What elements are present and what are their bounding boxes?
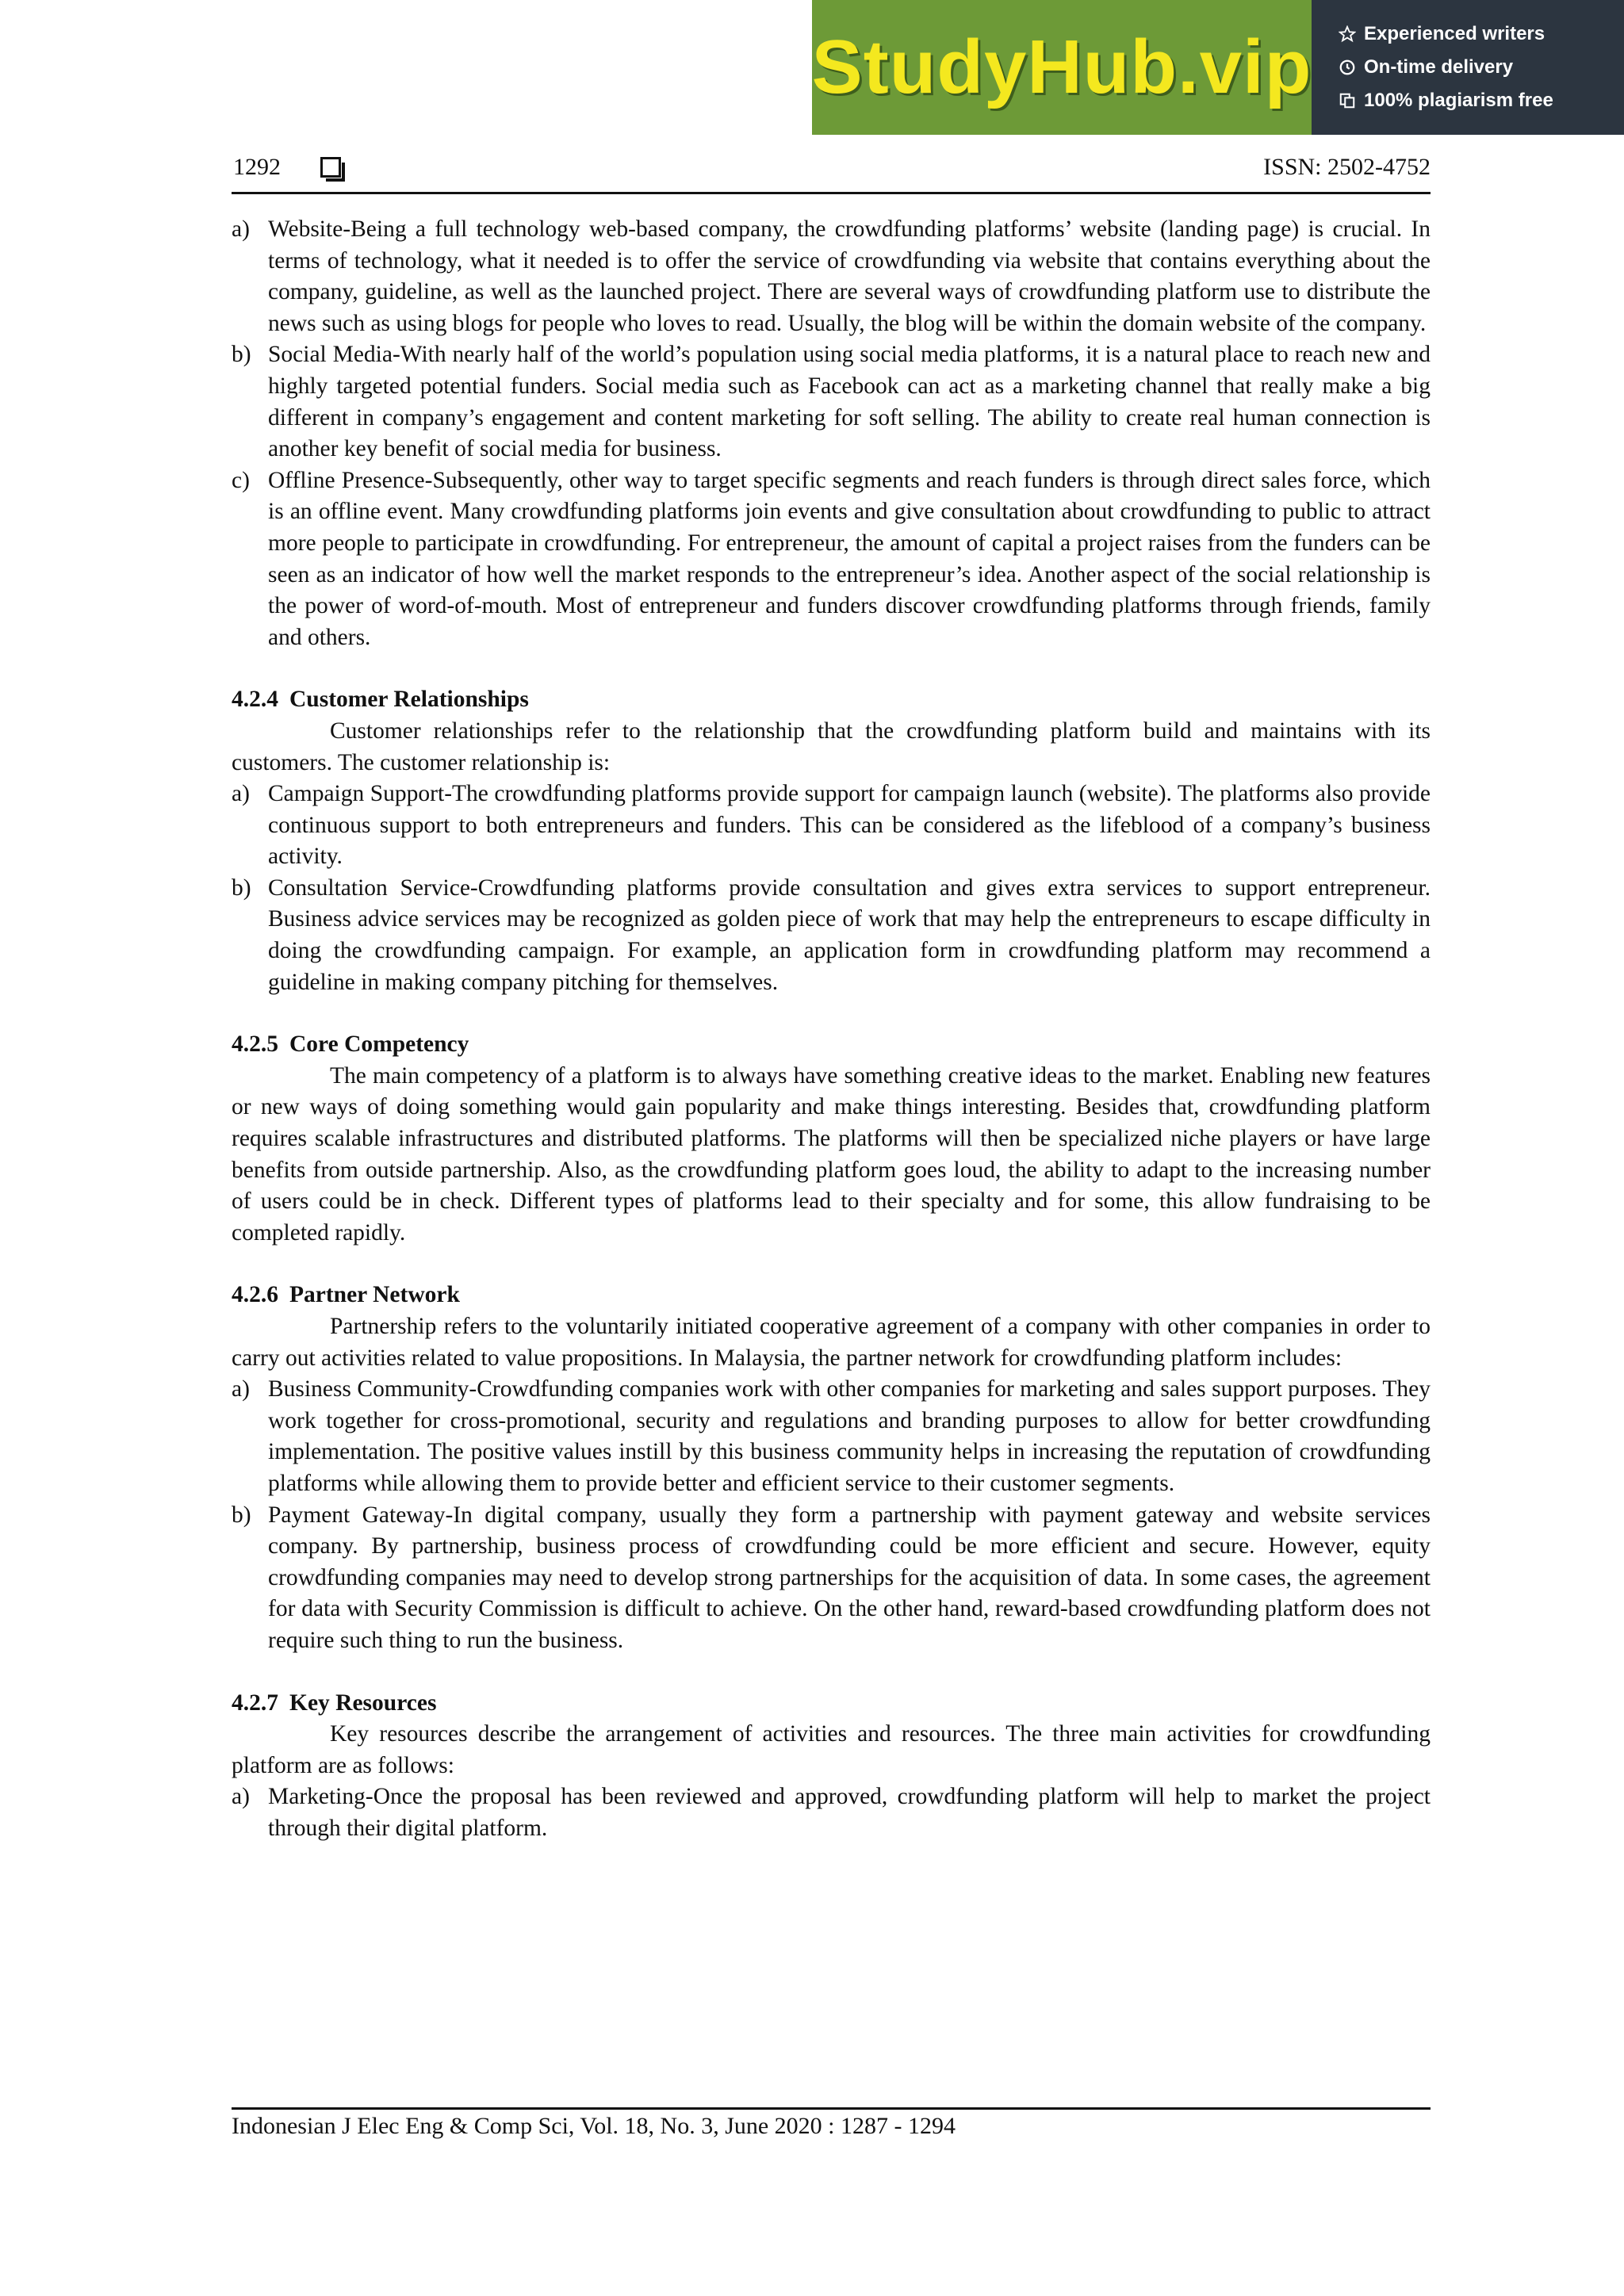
list-marker: b): [232, 342, 251, 368]
studyhub-banner[interactable]: [812, 0, 1624, 135]
section-heading-4-2-4: 4.2.4 Customer Relationships: [232, 687, 529, 713]
paragraph: The main competency of a platform is to always have something creative ideas to the market. Enabling new features or new ways of doing something would gain popularity and make things interesting. Besides that, crowdfunding platform requires scalable infrastructures and distributed platforms. The platforms will then be specialized niche players or have large benefits from outside partnership. Also, as the crowdfunding platform goes loud, the ability to adapt to the increasing number of users could be in check. Different types of platforms lead to their specialty and for some, this allow fundraising to be completed rapidly.: [232, 1062, 1431, 1246]
list-marker: a): [232, 216, 250, 242]
key-resources-list: [232, 1781, 1431, 1844]
customer-relationships-list: [232, 779, 1431, 998]
feature-writers: [1339, 23, 1624, 45]
list-item: [232, 779, 1431, 873]
list-item: [232, 873, 1431, 998]
list-item-text: Business Community-Crowdfunding companies work with other companies for marketing and sales support purposes. They work together for cross-promotional, security and regulations and branding purposes to allow for better crowdfunding implementation. The positive values instill by this business community helps in increasing the reputation of crowdfunding platforms while allowing them to provide better and efficient service to their customer segments.: [268, 1376, 1431, 1496]
copy-icon: [1339, 92, 1356, 109]
list-item: [232, 339, 1431, 465]
feature-label: Experienced writers: [1364, 23, 1545, 44]
list-marker: c): [232, 467, 250, 493]
list-marker: a): [232, 1376, 250, 1402]
clock-icon: [1339, 59, 1356, 76]
list-marker: b): [232, 1502, 251, 1528]
feature-plagiarism: [1339, 90, 1624, 112]
paragraph: Partnership refers to the voluntarily initiated cooperative agreement of a company with other companies in order to carry out activities related to value propositions. In Malaysia, the partner network for crowdfunding platform includes:: [232, 1314, 1431, 1371]
journal-citation: Indonesian J Elec Eng & Comp Sci, Vol. 18, No. 3, June 2020 : 1287 - 1294: [232, 2113, 956, 2139]
list-item-text: Website-Being a full technology web-based company, the crowdfunding platforms’ website (landing page) is crucial. In terms of technology, what it needed is to offer the service of crowdfunding via website that contains everything about the company, guideline, as well as the launched project. There are several ways of crowdfunding platform use to distribute the news such as using blogs for people who loves to read. Usually, the blog will be within the domain website of the company.: [268, 216, 1431, 336]
list-item-text: Payment Gateway-In digital company, usually they form a partnership with payment gateway and website services company. By partnership, business process of crowdfunding could be more efficient and secure. However, equity crowdfunding companies may need to develop strong partnerships for the acquisition of data. In some cases, the agreement for data with Security Commission is difficult to achieve. On the other hand, reward-based crowdfunding platform does not require such thing to run the business.: [268, 1502, 1431, 1653]
feature-delivery: [1339, 56, 1624, 78]
page-number: 1292: [233, 154, 281, 180]
feature-label: On-time delivery: [1364, 56, 1514, 78]
section-heading-4-2-5: 4.2.5 Core Competency: [232, 1031, 469, 1058]
feature-label: 100% plagiarism free: [1364, 90, 1553, 111]
list-marker: b): [232, 874, 251, 901]
paragraph: Customer relationships refer to the relationship that the crowdfunding platform build and maintains with its customers. The customer relationship is:: [232, 718, 1431, 775]
list-item-text: Social Media-With nearly half of the world’s population using social media platforms, it is a natural place to reach new and highly targeted potential funders. Social media such as Facebook can act as a marketing channel that really make a big different in company’s engagement and content marketing for soft selling. The ability to create real human connection is another key benefit of social media for business.: [268, 342, 1431, 462]
list-item: [232, 214, 1431, 339]
list-marker: a): [232, 1784, 250, 1810]
channels-list: [232, 214, 1431, 653]
running-header: [232, 154, 1431, 194]
list-item: [232, 1500, 1431, 1657]
list-item: [232, 1781, 1431, 1844]
list-item: [232, 465, 1431, 654]
list-item-text: Offline Presence-Subsequently, other way to target specific segments and reach funders is through direct sales force, which is an offline event. Many crowdfunding platforms join events and give consultation about crowdfunding to public to attract more people to participate in crowdfunding. For entrepreneur, the amount of capital a project raises from the funders can be seen as an indicator of how well the market responds to the entrepreneur’s idea. Another aspect of the social relationship is the power of word-of-mouth. Most of entrepreneur and funders discover crowdfunding platforms through friends, family and others.: [268, 467, 1431, 650]
star-icon: [1339, 25, 1356, 43]
paragraph: Key resources describe the arrangement of activities and resources. The three main activities for crowdfunding platform are as follows:: [232, 1721, 1431, 1778]
running-footer: [232, 2107, 1431, 2140]
checkbox-square-icon: [320, 157, 341, 178]
list-item-text: Consultation Service-Crowdfunding platforms provide consultation and gives extra services to support entrepreneur. Business advice services may be recognized as golden piece of work that may help the entrepreneurs to escape difficulty in doing the crowdfunding campaign. For example, an application form in crowdfunding platform may recommend a guideline in making company pitching for themselves.: [268, 874, 1431, 995]
logo-text: StudyHub.vip: [811, 25, 1312, 109]
section-heading-4-2-7: 4.2.7 Key Resources: [232, 1689, 437, 1716]
studyhub-logo[interactable]: [812, 0, 1312, 135]
article-body: [232, 214, 1431, 1845]
list-marker: a): [232, 781, 250, 807]
list-item-text: Marketing-Once the proposal has been reviewed and approved, crowdfunding platform will help to market the project through their digital platform.: [268, 1784, 1431, 1841]
list-item-text: Campaign Support-The crowdfunding platforms provide support for campaign launch (website). The platforms also provide continuous support to both entrepreneurs and funders. This can be considered as the lifeblood of a company’s business activity.: [268, 781, 1431, 870]
issn: ISSN: 2502-4752: [1263, 154, 1431, 180]
partner-network-list: [232, 1374, 1431, 1656]
list-item: [232, 1374, 1431, 1499]
banner-features: [1312, 0, 1624, 135]
section-heading-4-2-6: 4.2.6 Partner Network: [232, 1282, 460, 1308]
